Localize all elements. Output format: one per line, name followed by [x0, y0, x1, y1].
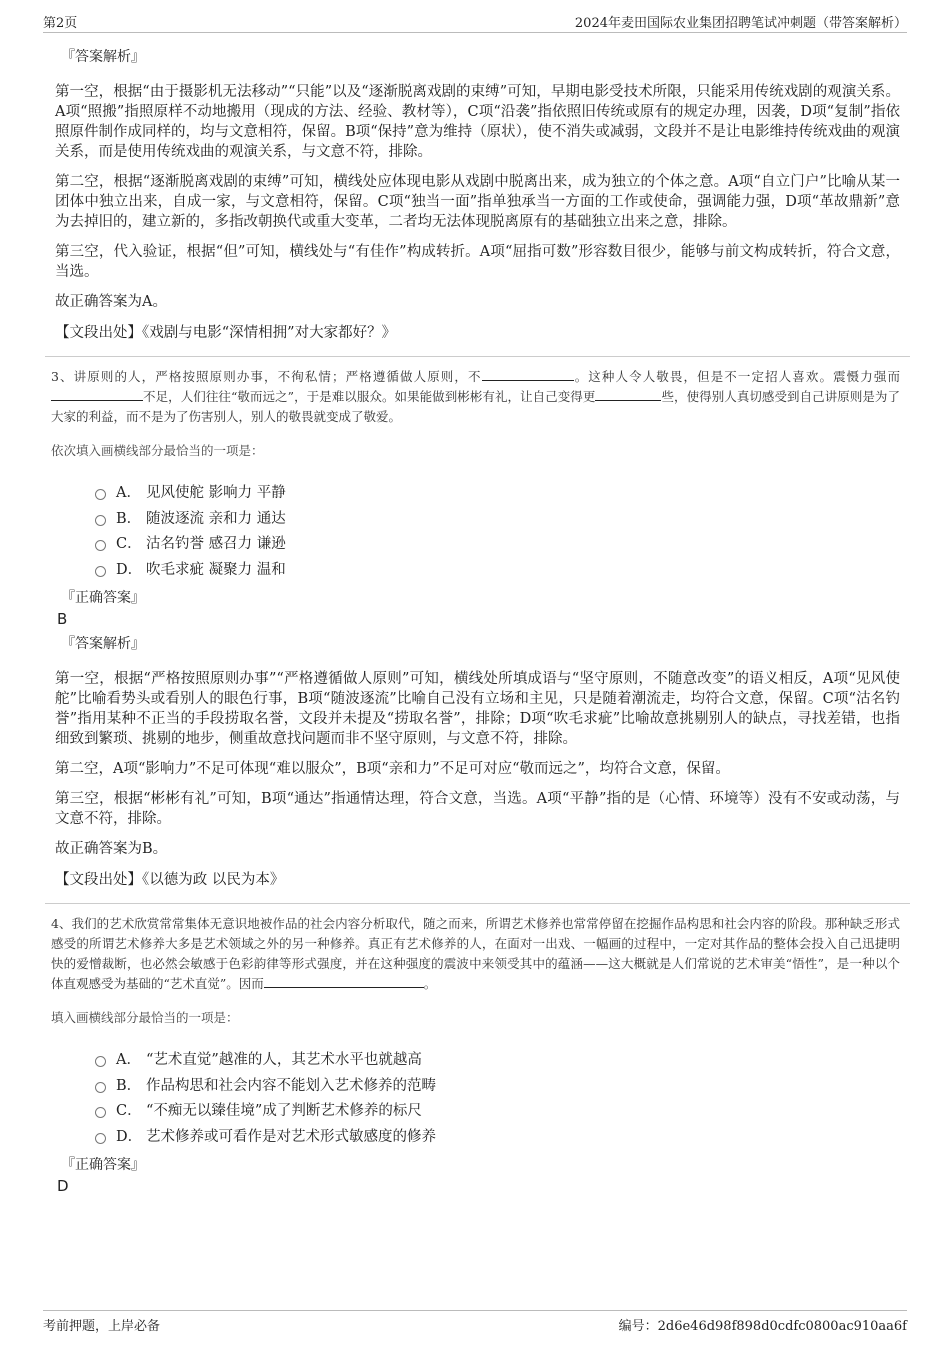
radio-icon[interactable]	[95, 1133, 106, 1144]
previous-question-analysis	[55, 46, 900, 344]
option-b[interactable]	[95, 1072, 900, 1098]
stem-text: 些，使得别人真切感受到自己讲原则是为了大家的利益，而不是为了伤害别人，别人的敬畏就变成了敬爱。	[51, 389, 900, 424]
radio-icon[interactable]	[95, 1082, 106, 1093]
analysis-tag: 『答案解析』	[61, 49, 145, 65]
section-divider	[45, 903, 910, 904]
analysis-paragraph: 第一空，根据“严格按照原则办事”“严格遵循做人原则”可知，横线处所填成语与“坚守原则，不随意改变”的语义相反，A项“见风使舵”比喻看势头或看别人的眼色行事，B项“随波逐流”比喻自己没有立场和主见，只是随着潮流走，均符合文意，保留。C项“沽名钓誉”指用某种不正当的手段捞取名誉，文段并未提及“捞取名誉”，排除；D项“吹毛求疵”比喻故意挑剔别人的缺点，寻找差错，也指细致到繁琐、挑剔的地步，侧重故意找问题而非不坚守原则，与文意不符，排除。	[55, 671, 900, 747]
option-text: “不痴无以臻佳境”成了判断艺术修养的标尺	[146, 1103, 422, 1120]
analysis-paragraph: 第二空，A项“影响力”不足可体现“难以服众”，B项“亲和力”不足可对应“敬而远之”，均符合文意，保留。	[55, 761, 730, 777]
option-letter: B．	[116, 510, 142, 527]
question-stem	[51, 367, 900, 427]
correct-answer: D	[57, 1177, 69, 1195]
document-id: 编号：2d6e46d98f898d0cdfc0800ac910aa6f	[618, 1319, 907, 1334]
stem-text: 。	[423, 976, 437, 991]
section-divider	[45, 356, 910, 357]
radio-icon[interactable]	[95, 1056, 106, 1067]
option-d[interactable]	[95, 556, 900, 582]
passage-source: 【文段出处】《戏剧与电影“深情相拥”对大家都好？》	[55, 325, 397, 341]
fill-blank	[595, 388, 661, 401]
option-text: 作品构思和社会内容不能划入艺术修养的范畴	[146, 1077, 436, 1094]
question-stem	[51, 914, 900, 994]
stem-text: 3、讲原则的人，严格按照原则办事，不徇私情；严格遵循做人原则，不	[51, 369, 482, 384]
option-text: “艺术直觉”越准的人，其艺术水平也就越高	[146, 1052, 422, 1069]
footer-slogan: 考前押题，上岸必备	[43, 1319, 161, 1334]
radio-icon[interactable]	[95, 1107, 106, 1118]
analysis-paragraph: 第三空，代入验证，根据“但”可知，横线处与“有佳作”构成转折。A项“屈指可数”形容数目很少，能够与前文构成转折，符合文意，当选。	[55, 244, 900, 280]
analysis-paragraph: 第一空，根据“由于摄影机无法移动”“只能”以及“逐渐脱离戏剧的束缚”可知，早期电影受技术所限，只能采用传统戏剧的观演关系。A项“照搬”指照原样不动地搬用（现成的方法、经验、教材等），C项“沿袭”指依照旧传统或原有的规定办理，因袭，D项“复制”指依照原件制作成同样的，均与文意相符，保留。B项“保持”意为维持（原状），使不消失或减弱，文段并不是让电影维持传统戏曲的观演关系，而是使用传统戏曲的观演关系，与文意不符，排除。	[55, 84, 900, 160]
option-text: 随波逐流 亲和力 通达	[146, 510, 286, 527]
document-title: 2024年麦田国际农业集团招聘笔试冲刺题（带答案解析）	[574, 16, 907, 31]
stem-text: 4、我们的艺术欣赏常常集体无意识地被作品的社会内容分析取代，随之而来，所谓艺术修养也常常停留在挖掘作品构思和社会内容的阶段。那种缺乏形式感受的所谓艺术修养大多是艺术领域之外的另一种修养。真正有艺术修养的人，在面对一出戏、一幅画的过程中，一定对其作品的整体会投入自己迅捷明快的爱憎裁断，也必然会敏感于色彩韵律等形式强度，并在这种强度的震波中来领受其中的蕴涵——这大概就是人们常说的艺术审美“悟性”，是一种以个体直观感受为基础的“艺术直觉”。因而	[51, 916, 900, 991]
fill-blank	[482, 368, 574, 381]
option-letter: A．	[116, 485, 141, 502]
question-prompt: 填入画横线部分最恰当的一项是：	[51, 1010, 239, 1025]
option-text: 吹毛求疵 凝聚力 温和	[146, 561, 286, 578]
page-number: 第2页	[43, 16, 78, 31]
option-letter: C．	[116, 536, 142, 553]
analysis-conclusion: 故正确答案为B。	[55, 841, 168, 857]
question-4	[51, 914, 900, 1196]
analysis-tag: 『答案解析』	[61, 636, 145, 652]
option-text: 艺术修养或可看作是对艺术形式敏感度的修养	[146, 1128, 436, 1145]
question-3	[51, 367, 900, 891]
correct-answer-tag: 『正确答案』	[61, 590, 145, 606]
fill-blank	[264, 975, 424, 988]
radio-icon[interactable]	[95, 489, 106, 500]
option-a[interactable]	[95, 1046, 900, 1072]
option-a[interactable]	[95, 479, 900, 505]
radio-icon[interactable]	[95, 566, 106, 577]
option-c[interactable]	[95, 530, 900, 556]
stem-text: 。这种人令人敬畏，但是不一定招人喜欢。震慑力强而	[573, 369, 900, 384]
option-list	[95, 479, 900, 581]
option-d[interactable]	[95, 1123, 900, 1149]
option-text: 见风使舵 影响力 平静	[146, 485, 286, 502]
option-letter: D．	[116, 561, 143, 578]
option-b[interactable]	[95, 505, 900, 531]
option-c[interactable]	[95, 1097, 900, 1123]
radio-icon[interactable]	[95, 540, 106, 551]
passage-source: 【文段出处】《以德为政 以民为本》	[55, 872, 285, 888]
question-prompt: 依次填入画横线部分最恰当的一项是：	[51, 443, 264, 458]
page-footer	[43, 1310, 907, 1333]
option-letter: C．	[116, 1103, 142, 1120]
stem-text: 不足，人们往往“敬而远之”，于是难以服众。如果能做到彬彬有礼，让自己变得更	[143, 389, 596, 404]
option-list	[95, 1046, 900, 1148]
document-body	[51, 42, 900, 1196]
correct-answer-tag: 『正确答案』	[61, 1157, 145, 1173]
correct-answer: B	[57, 610, 68, 628]
option-letter: B．	[116, 1077, 142, 1094]
fill-blank	[51, 388, 143, 401]
analysis-paragraph: 第三空，根据“彬彬有礼”可知，B项“通达”指通情达理，符合文意，当选。A项“平静”指的是（心情、环境等）没有不安或动荡，与文意不符，排除。	[55, 791, 900, 827]
option-text: 沽名钓誉 感召力 谦逊	[146, 536, 286, 553]
radio-icon[interactable]	[95, 515, 106, 526]
analysis-paragraph: 第二空，根据“逐渐脱离戏剧的束缚”可知，横线处应体现电影从戏剧中脱离出来，成为独立的个体之意。A项“自立门户”比喻从某一团体中独立出来，自成一家，与文意相符，保留。C项“独当一面”指单独承当一方面的工作或使命，强调能力强，D项“革故鼎新”意为去掉旧的，建立新的，多指改朝换代或重大变革，二者均无法体现脱离原有的基础独立出来之意，排除。	[55, 174, 900, 230]
page-header	[43, 10, 907, 33]
option-letter: D．	[116, 1128, 143, 1145]
analysis-conclusion: 故正确答案为A。	[55, 294, 167, 310]
option-letter: A．	[116, 1052, 141, 1069]
